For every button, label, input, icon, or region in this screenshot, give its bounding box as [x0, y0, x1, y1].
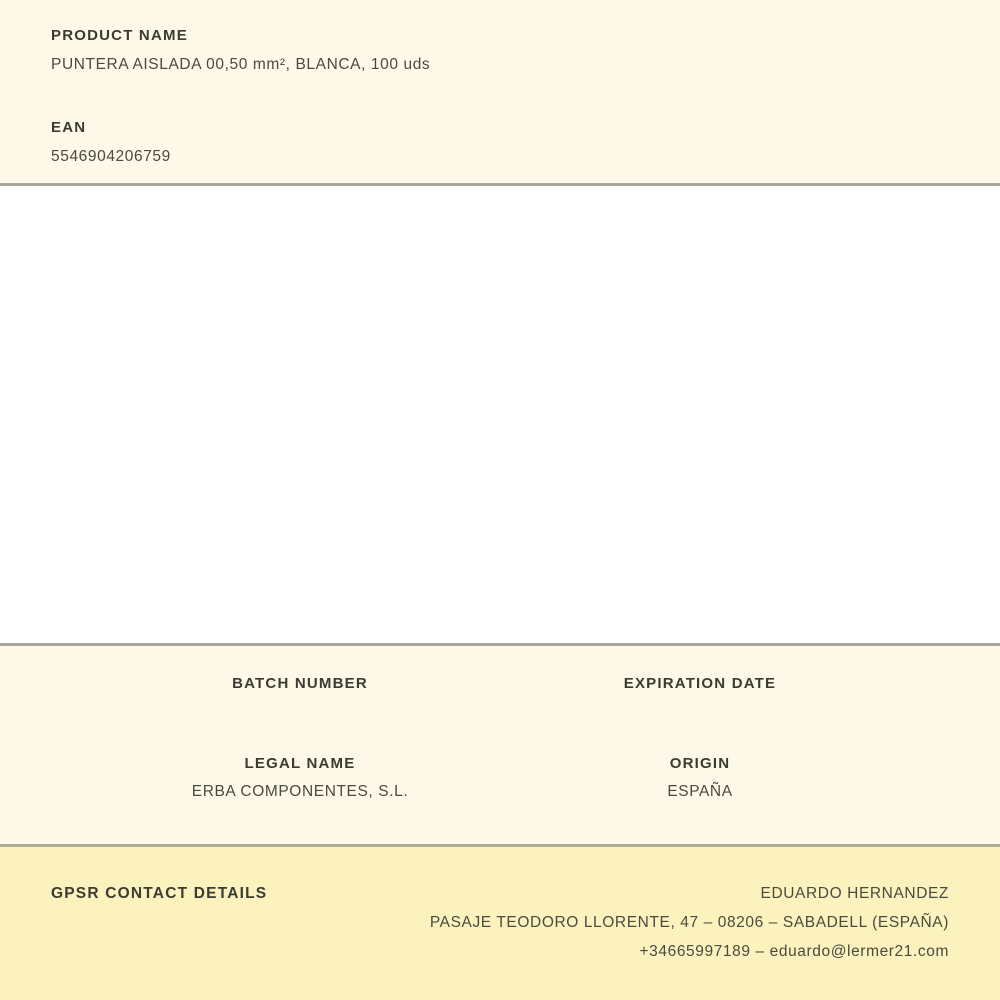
expiration-date-field	[500, 675, 900, 692]
gpsr-contact-section	[0, 847, 1000, 1000]
batch-number-label: BATCH NUMBER	[232, 675, 368, 692]
details-section	[0, 646, 1000, 844]
ean-value: 5546904206759	[51, 148, 171, 165]
legal-name-label: LEGAL NAME	[244, 755, 356, 772]
gpsr-contact-name: EDUARDO HERNANDEZ	[760, 885, 949, 902]
ean-label: EAN	[51, 119, 87, 136]
expiration-date-label: EXPIRATION DATE	[623, 675, 777, 692]
batch-number-field	[100, 675, 500, 692]
gpsr-contact-phone-email: +34665997189 – eduardo@lermer21.com	[639, 943, 949, 960]
product-info-section	[0, 0, 1000, 183]
gpsr-contact-title: GPSR CONTACT DETAILS	[51, 885, 268, 902]
origin-label: ORIGIN	[669, 755, 731, 772]
legal-origin-row	[100, 755, 900, 801]
gpsr-contact-address: PASAJE TEODORO LLORENTE, 47 – 08206 – SABADELL (ESPAÑA)	[429, 914, 949, 931]
origin-field	[500, 755, 900, 801]
batch-expiration-row	[100, 675, 900, 692]
product-name-label: PRODUCT NAME	[51, 27, 188, 44]
ean-field	[51, 119, 949, 166]
product-name-field	[51, 27, 949, 74]
product-name-value: PUNTERA AISLADA 00,50 mm², BLANCA, 100 uds	[51, 56, 431, 73]
origin-value: ESPAÑA	[667, 783, 733, 800]
empty-content-area	[0, 186, 1000, 643]
gpsr-contact-block	[430, 879, 949, 966]
legal-name-value: ERBA COMPONENTES, S.L.	[191, 783, 409, 800]
legal-name-field	[100, 755, 500, 801]
